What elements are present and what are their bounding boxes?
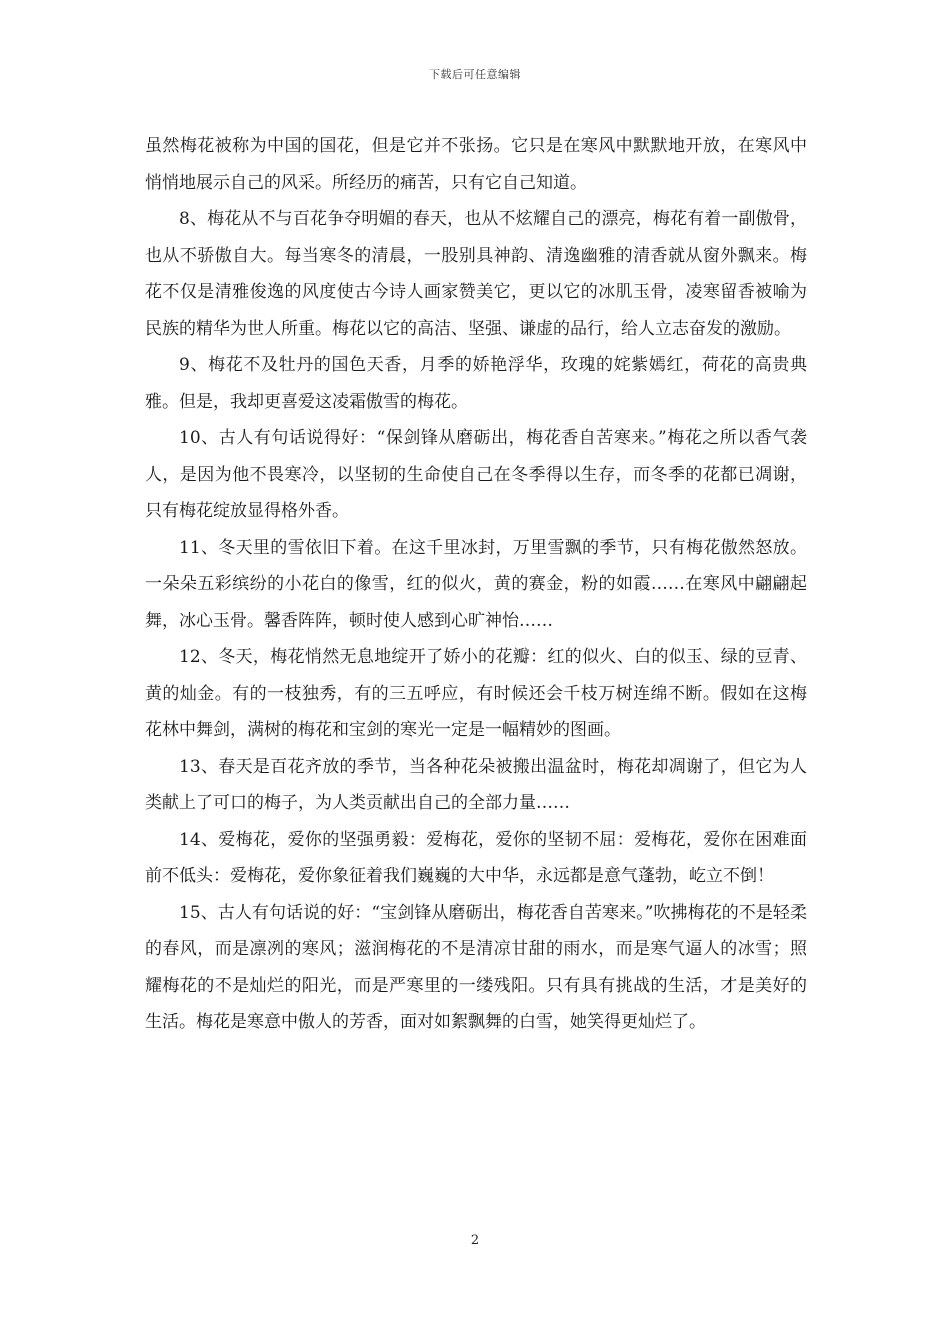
paragraph-item-15: 15、古人有句话说的好：“宝剑锋从磨砺出，梅花香自苦寒来。”吹拂梅花的不是轻柔的春风，而是凛冽的寒风；滋润梅花的不是清凉甘甜的雨水，而是寒气逼人的冰雪；照耀梅花的不是灿烂的阳光，而是严寒里的一缕残阳。只有具有挑战的生活，才是美好的生活。梅花是寒意中傲人的芳香，面对如絮飘舞的白雪，她笑得更灿烂了。 <box>145 902 807 1032</box>
paragraph-item-8: 8、梅花从不与百花争夺明媚的春天，也从不炫耀自己的漂亮，梅花有着一副傲骨，也从不骄傲自大。每当寒冬的清晨，一股别具神韵、清逸幽雅的清香就从窗外飘来。梅花不仅是清雅俊逸的风度使古今诗人画家赞美它，更以它的冰肌玉骨，凌寒留香被喻为民族的精华为世人所重。梅花以它的高洁、坚强、谦虚的品行，给人立志奋发的激励。 <box>145 209 807 339</box>
paragraph-item-14: 14、爱梅花，爱你的坚强勇毅：爱梅花，爱你的坚韧不屈：爱梅花，爱你在困难面前不低头：爱梅花，爱你象征着我们巍巍的大中华，永远都是意气蓬勃，屹立不倒！ <box>145 829 807 886</box>
page-header: 下载后可任意编辑 <box>429 68 521 81</box>
page-number: 2 <box>470 1233 480 1248</box>
paragraph-item-11: 11、冬天里的雪依旧下着。在这千里冰封，万里雪飘的季节，只有梅花傲然怒放。一朵朵五彩缤纷的小花白的像雪，红的似火，黄的赛金，粉的如霞……在寒风中翩翩起舞，冰心玉骨。馨香阵阵，顿时使人感到心旷神怡…… <box>145 537 807 631</box>
paragraph-item-12: 12、冬天，梅花悄然无息地绽开了娇小的花瓣：红的似火、白的似玉、绿的豆青、黄的灿金。有的一枝独秀，有的三五呼应，有时候还会千枝万树连绵不断。假如在这梅花林中舞剑，满树的梅花和宝剑的寒光一定是一幅精妙的图画。 <box>145 647 807 740</box>
document-body <box>145 128 807 1041</box>
paragraph-item-10: 10、古人有句话说得好：“保剑锋从磨砺出，梅花香自苦寒来。”梅花之所以香气袭人，是因为他不畏寒冷，以坚韧的生命使自己在冬季得以生存，而冬季的花都已凋谢，只有梅花绽放显得格外香。 <box>145 428 807 521</box>
paragraph-item-13: 13、春天是百花齐放的季节，当各种花朵被搬出温盆时，梅花却凋谢了，但它为人类献上了可口的梅子，为人类贡献出自己的全部力量…… <box>145 756 807 813</box>
paragraph-item-9: 9、梅花不及牡丹的国色天香，月季的娇艳浮华，玫瑰的姹紫嫣红，荷花的高贵典雅。但是，我却更喜爱这凌霜傲雪的梅花。 <box>145 355 807 412</box>
paragraph-continuation: 虽然梅花被称为中国的国花，但是它并不张扬。它只是在寒风中默默地开放，在寒风中悄悄地展示自己的风采。所经历的痛苦，只有它自己知道。 <box>145 136 807 193</box>
